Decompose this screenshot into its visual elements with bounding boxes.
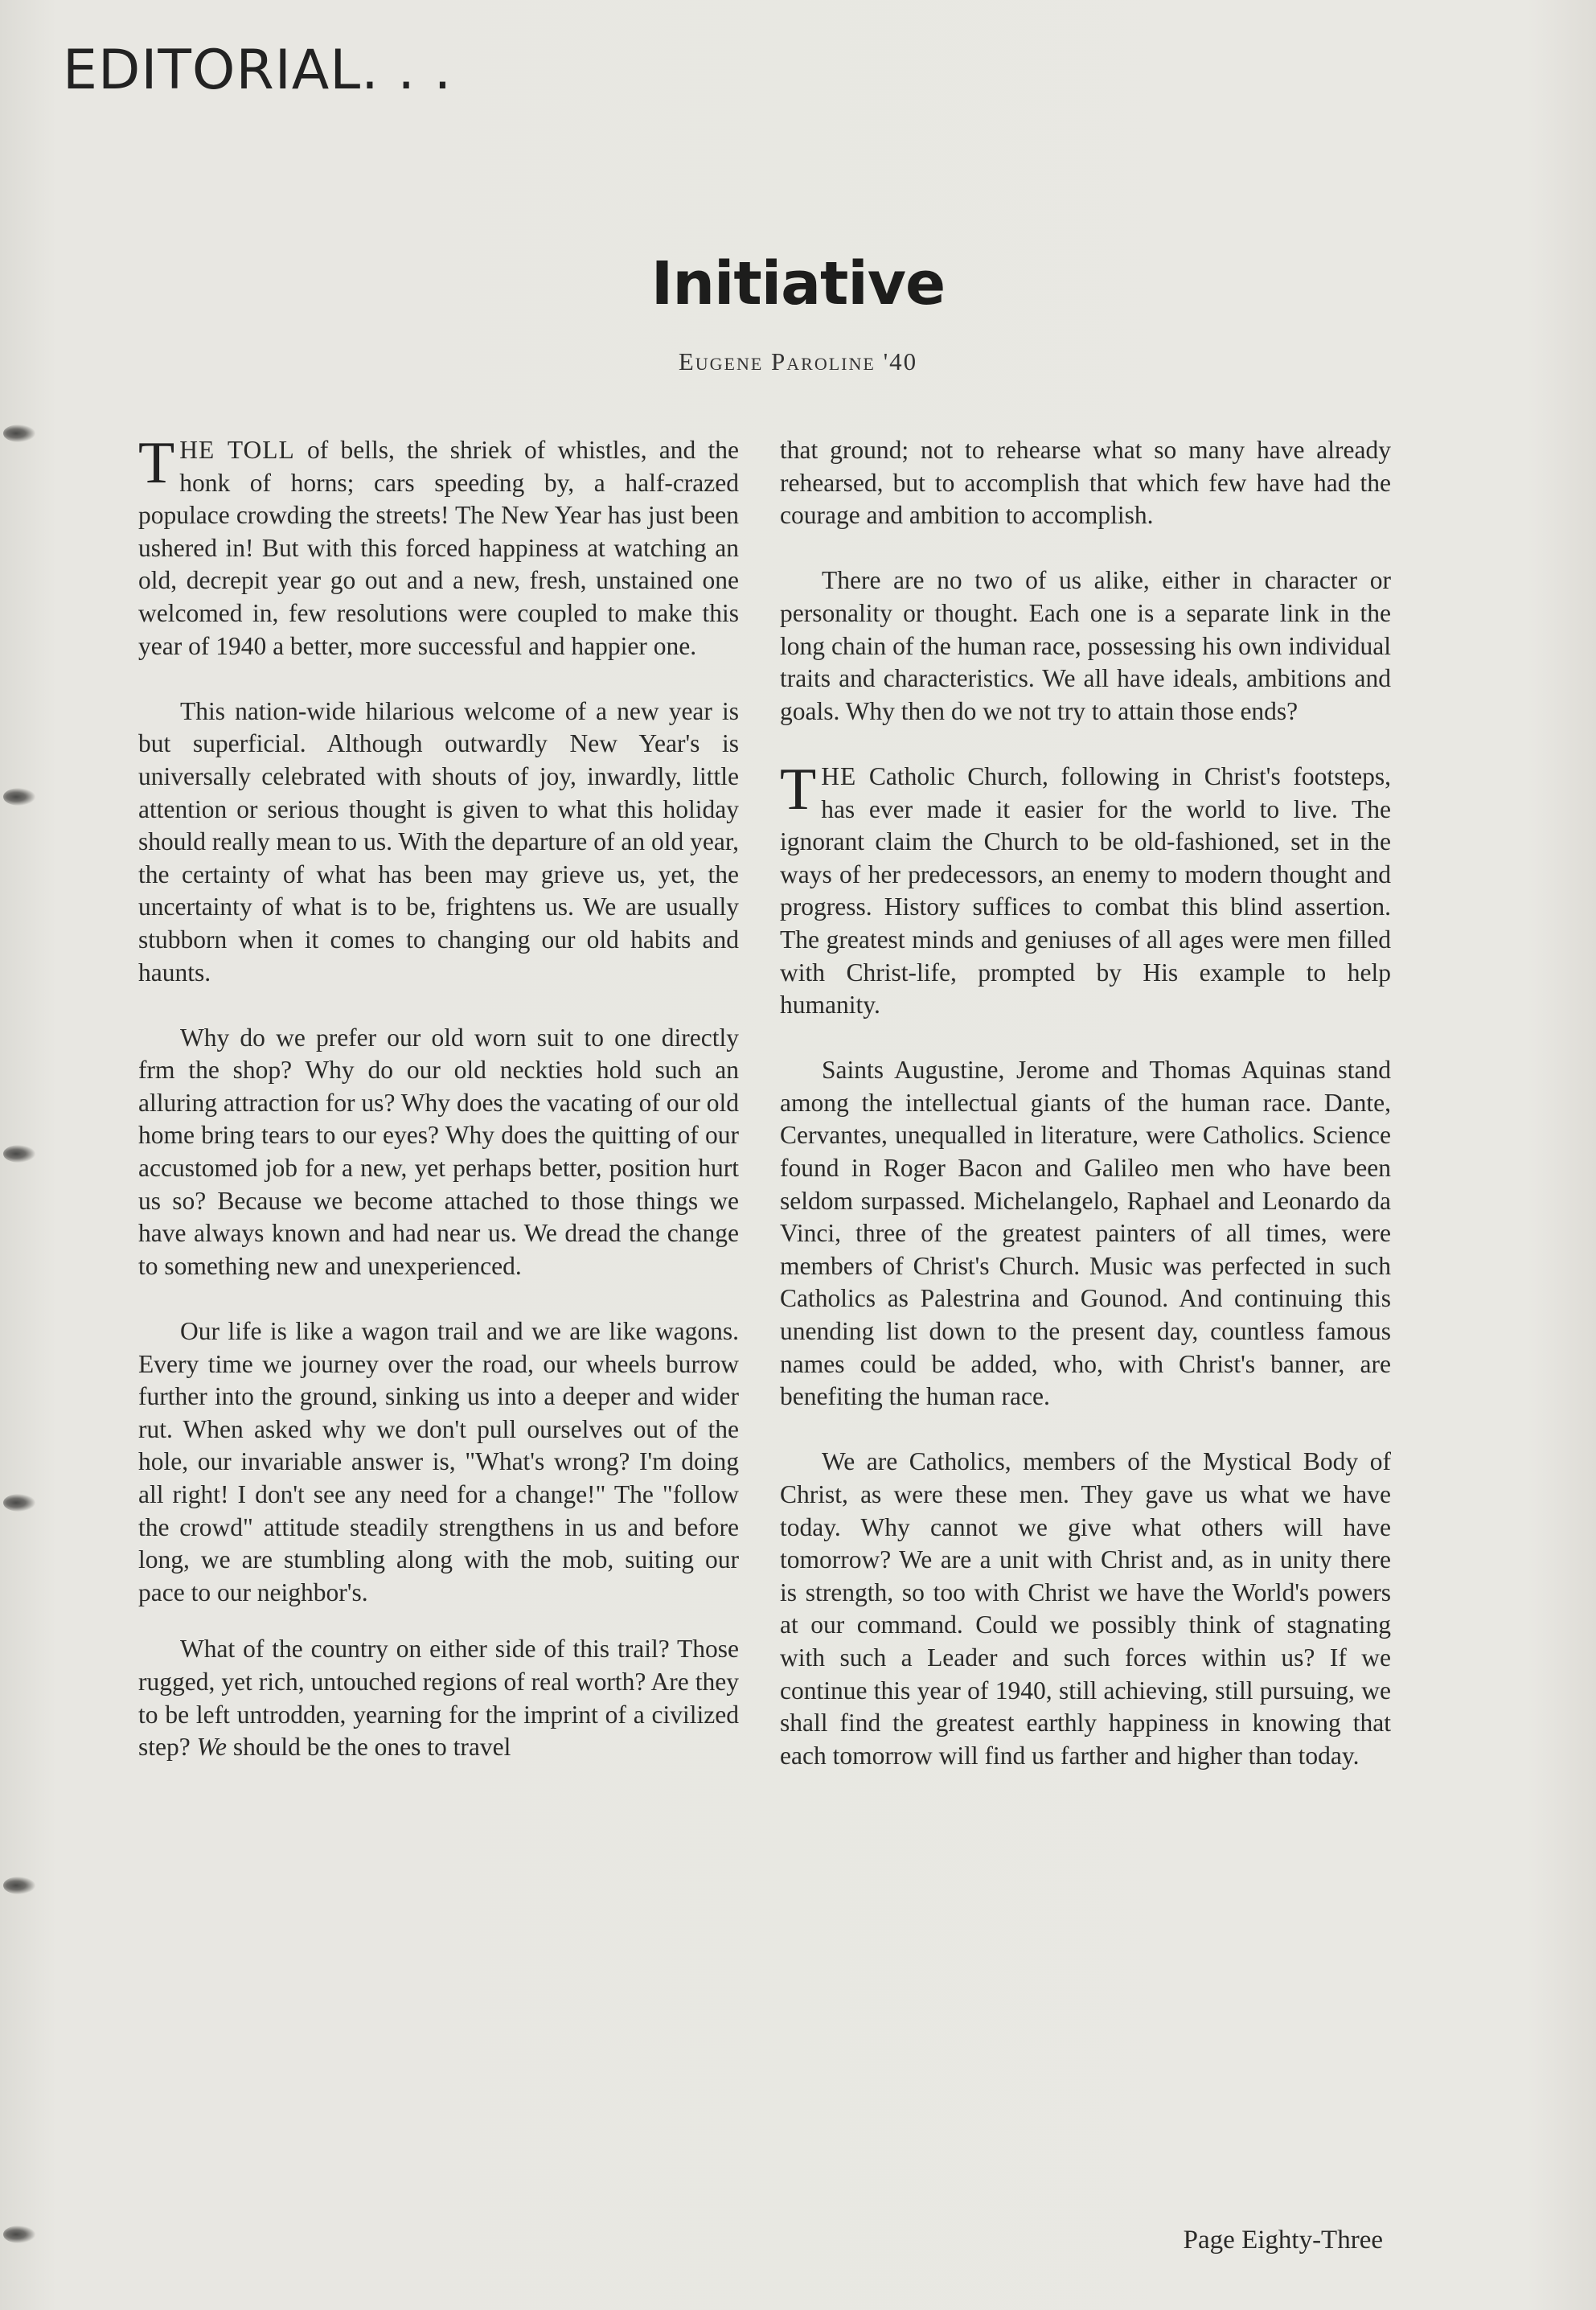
section-label: EDITORIAL. . . <box>63 39 453 102</box>
paragraph: This nation-wide hilarious welcome of a new year is but superficial. Although outwardly New Year's is universally celebrated with shouts of joy, inwardly, little attention or serious thought is given to what this holiday should really mean to us. With the departure of an old year, the certainty of what has been may grieve us, yet, the uncertainty of what is to be, frightens us. We are usually stubborn when it comes to changing our old habits and haunts. <box>138 696 739 987</box>
binding-hole <box>3 788 35 806</box>
lead-in-text: HE <box>821 761 857 790</box>
drop-cap: T <box>138 430 175 496</box>
paragraph: There are no two of us alike, either in character or personality or thought. Each one is a separate link in the long chain of the human race, possessing his own individual traits and characteristics. We all have ideals, ambitions and goals. Why then do we not try to attain those ends? <box>780 566 1391 725</box>
paragraph-text: What of the country on either side of this trail? Those rugged, yet rich, untouched regions of real worth? Are they to be left untrodden, yearning for the imprint of a civilized step? <box>138 1635 739 1762</box>
left-column <box>138 430 740 1796</box>
paragraph: that ground; not to rehearse what so many have already rehearsed, but to accomplish that which few have had the courage and ambition to accomplish. <box>780 436 1391 530</box>
emphasized-word: We <box>196 1733 227 1762</box>
binding-hole <box>3 2226 35 2243</box>
paragraph: Our life is like a wagon trail and we are like wagons. Every time we journey over the road, our wheels burrow further into the ground, sinking us into a deeper and wider rut. When asked why we don't pull ourselves out of the hole, our invariable answer is, "What's wrong? I'm doing all right! I don't see any need for a change!" The "follow the crowd" attitude steadily strengthens in us and before long, we are stumbling along with the mob, suiting our pace to our neighbor's. <box>138 1317 739 1606</box>
paragraph-text: Catholic Church, following in Christ's footsteps, has ever made it easier for the world to live. The ignorant claim the Church to be old-fashioned, set in the ways of her predecessors, an enemy to modern thought and progress. History suffices to combat this blind assertion. The greatest minds and geniuses of all ages were men filled with Christ-life, prompted by His example to help humanity. <box>780 761 1391 1020</box>
paragraph <box>138 430 740 663</box>
drop-cap: T <box>780 756 817 823</box>
binding-hole <box>3 1145 35 1163</box>
article-title: Initiative <box>650 249 946 318</box>
page-number: Page Eighty-Three <box>1183 2226 1383 2255</box>
paragraph: Why do we prefer our old worn suit to one directly frm the shop? Why do our old neckties hold such an alluring attraction for us? Why does the vacating of our old home bring tears to our eyes? Why does the quitting of our accustomed job for a new, yet perhaps better, position hurt us so? Because we become attached to those things we have always known and had near us. We dread the change to something new and unexperienced. <box>138 1023 739 1280</box>
paragraph <box>780 756 1391 1022</box>
binding-hole <box>3 425 35 442</box>
binding-hole <box>3 1877 35 1894</box>
lead-in-text: HE TOLL <box>179 436 295 464</box>
paragraph <box>138 1633 739 1763</box>
paragraph: We are Catholics, members of the Mystical Body of Christ, as were these men. They gave us what we have today. Why cannot we give what others will have tomorrow? We are a unit with Christ and, as in unity there is strength, so too with Christ we have the World's powers at our command. Could we possibly think of stagnating with such a Leader and such forces within us? If we continue this year of 1940, still achieving, still pursuing, we shall find the greatest earthly happiness in knowing that each tomorrow will find us farther and higher than today. <box>780 1447 1391 1770</box>
article-byline: Eugene Paroline '40 <box>678 347 918 375</box>
paragraph-text: of bells, the shriek of whistles, and the honk of horns; cars speeding by, a half-crazed populace crowding the streets! The New Year has just been ushered in! But with this forced happiness at watching an old, decrepit year go out and a new, fresh, unstained one welcomed in, few resolutions were coupled to make this year of 1940 a better, more successful and happier one. <box>138 436 740 660</box>
binding-hole <box>3 1494 35 1512</box>
paragraph: Saints Augustine, Jerome and Thomas Aquinas stand among the intellectual giants of the human race. Dante, Cervantes, unequalled in literature, were Catholics. Science found in Roger Bacon and Galileo men who have been seldom surpassed. Michelangelo, Raphael and Leonardo da Vinci, three of the greatest painters of all times, were members of Christ's Church. Music was perfected in such Catholics as Palestrina and Gounod. And continuing this unending list down to the present day, countless famous names could be added, who, with Christ's banner, are benefiting the human race. <box>780 1056 1391 1411</box>
paragraph-text: should be the ones to travel <box>226 1733 511 1762</box>
right-column <box>780 434 1391 1805</box>
